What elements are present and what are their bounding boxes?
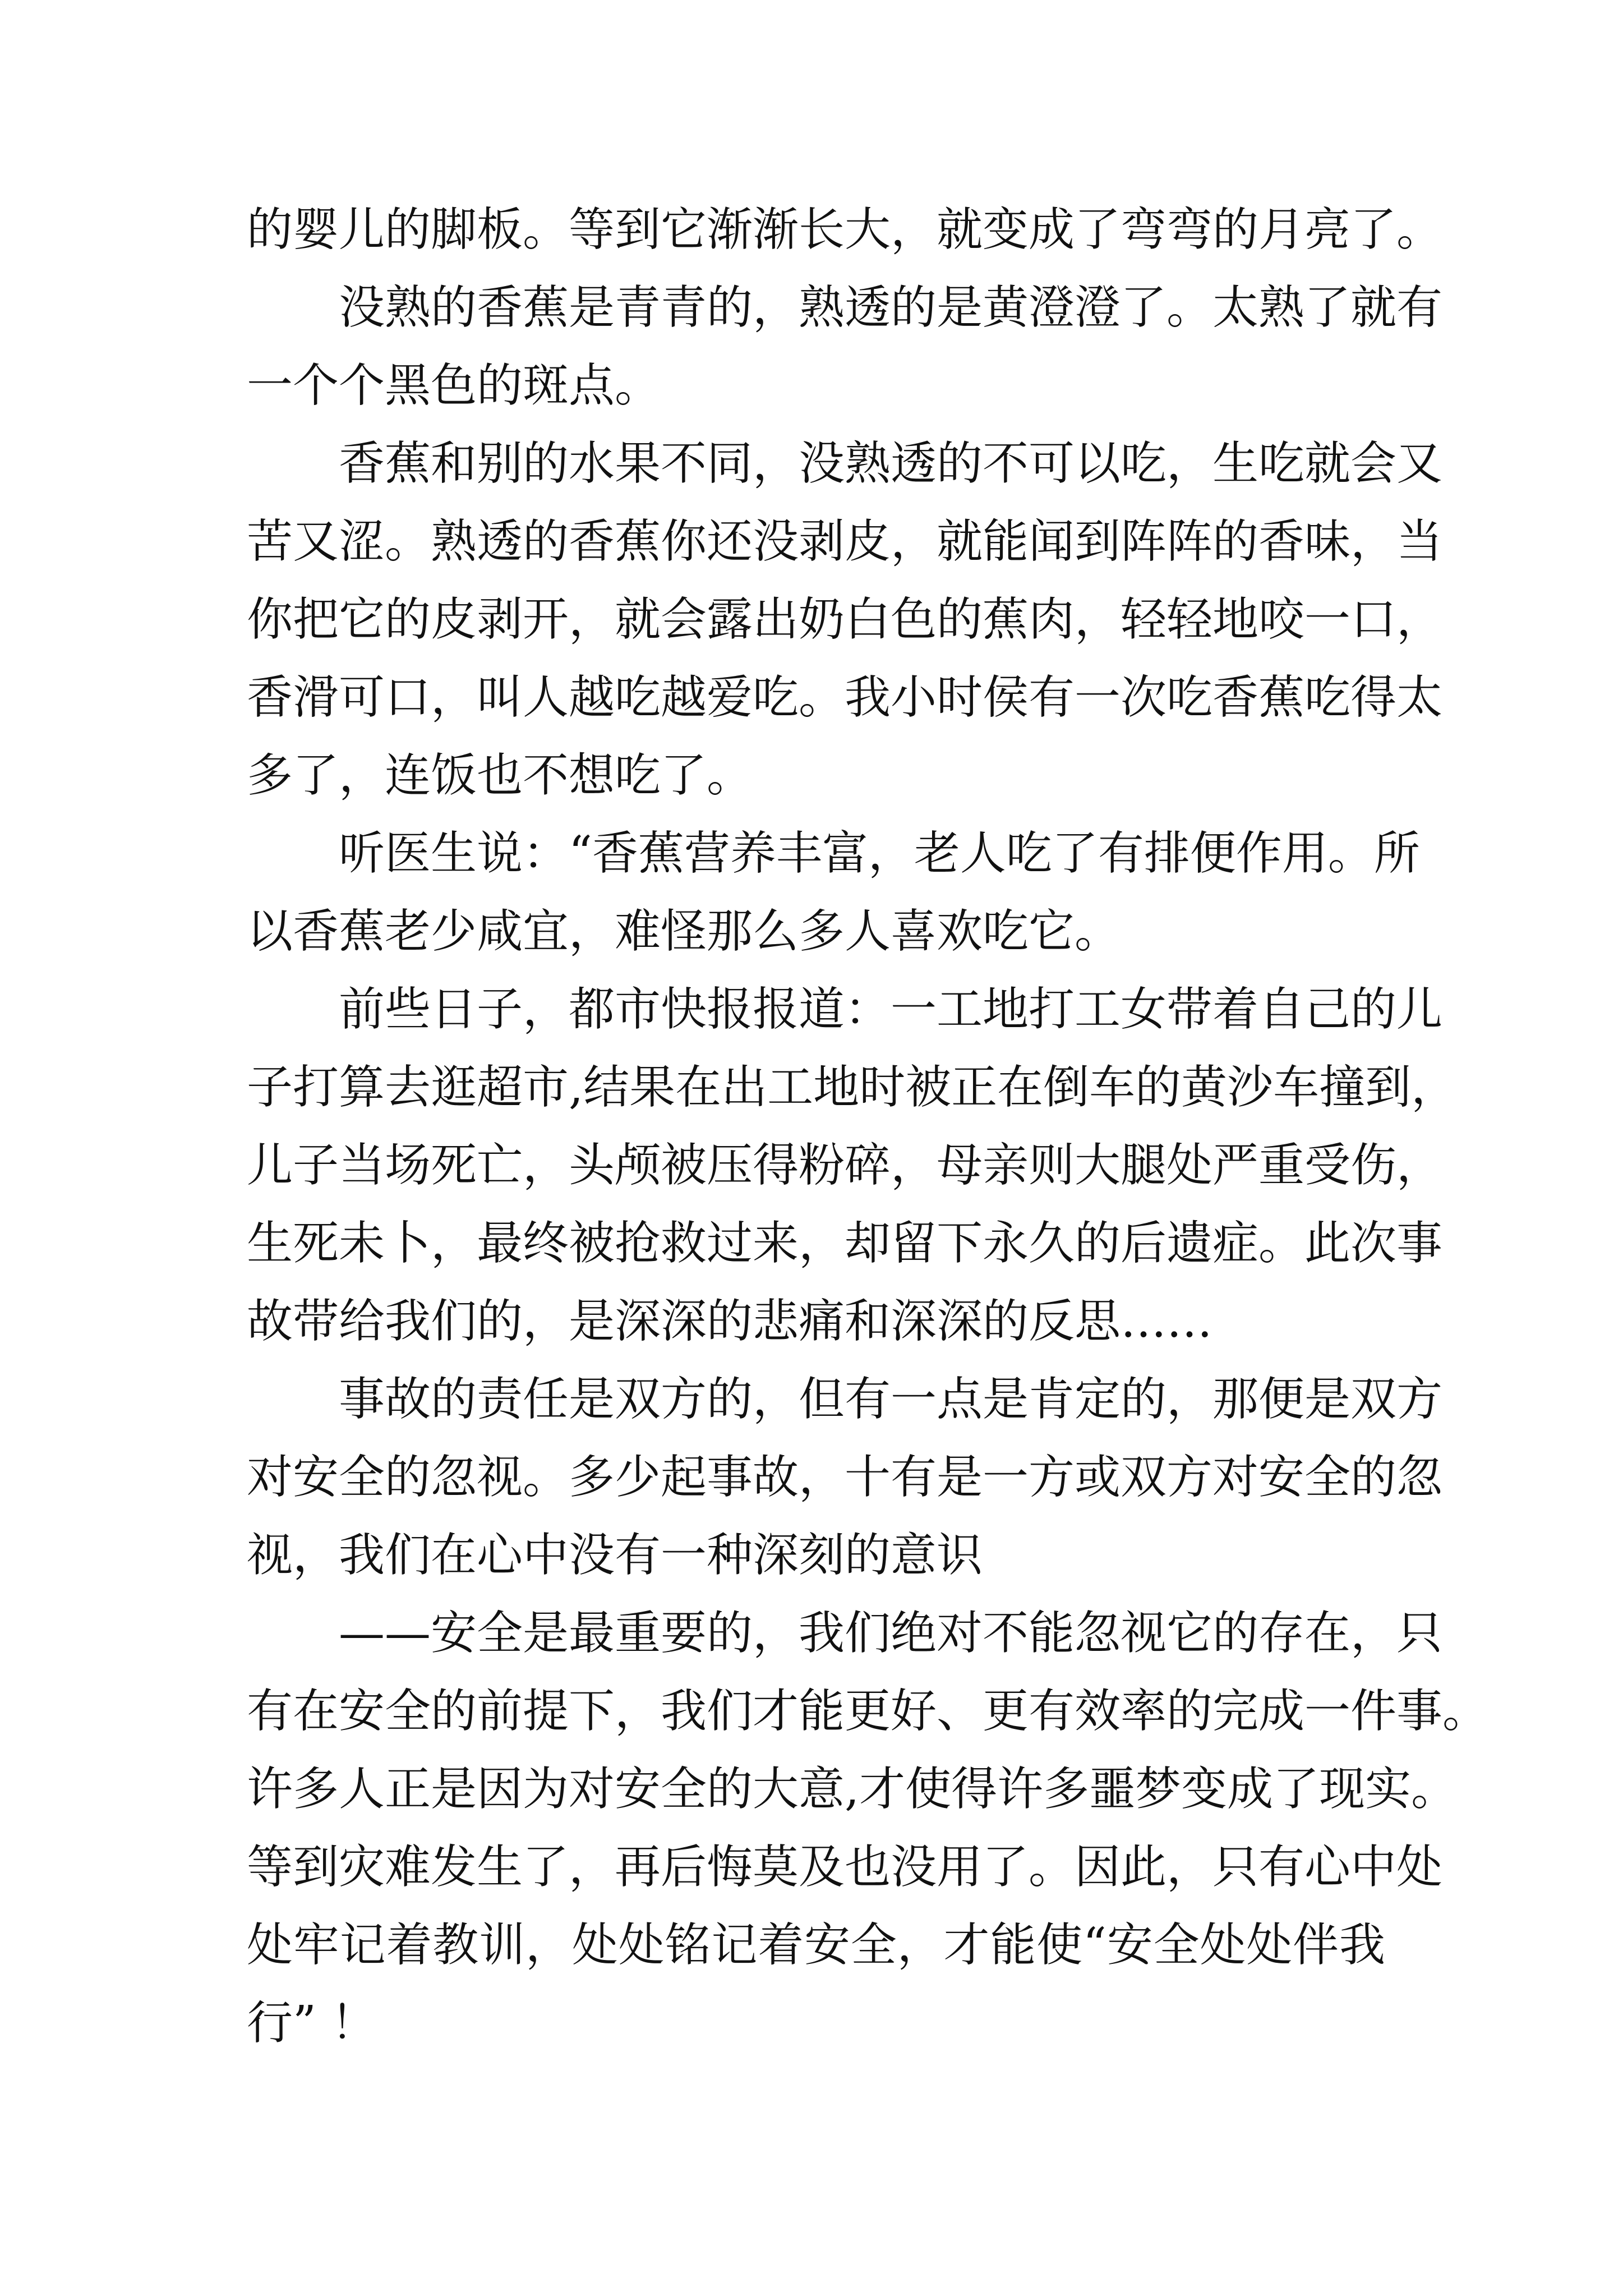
text-line: 前些日子，都市快报报道：一工地打工女带着自己的儿 <box>339 983 1443 1036</box>
text-line: 香滑可口，叫人越吃越爱吃。我小时侯有一次吃香蕉吃得太 <box>247 671 1443 724</box>
text-line: 的婴儿的脚板。等到它渐渐长大，就变成了弯弯的月亮了。 <box>247 203 1443 256</box>
body-text <box>247 191 1489 2062</box>
text-line: 香蕉和别的水果不同，没熟透的不可以吃，生吃就会又 <box>339 437 1443 490</box>
text-line: 以香蕉老少咸宜，难怪那么多人喜欢吃它。 <box>247 905 1121 958</box>
text-line: 故带给我们的，是深深的悲痛和深深的反思…… <box>247 1295 1213 1348</box>
text-line: 视，我们在心中没有一种深刻的意识 <box>247 1529 983 1582</box>
text-line: 事故的责任是双方的，但有一点是肯定的，那便是双方 <box>339 1373 1443 1426</box>
text-line: 子打算去逛超市,结果在出工地时被正在倒车的黄沙车撞到， <box>247 1061 1458 1114</box>
text-line: 生死未卜，最终被抢救过来，却留下永久的后遗症。此次事 <box>247 1217 1443 1270</box>
text-line: 儿子当场死亡，头颅被压得粉碎，母亲则大腿处严重受伤， <box>247 1139 1443 1192</box>
text-line: 一个个黑色的斑点。 <box>247 359 661 412</box>
text-line: 你把它的皮剥开，就会露出奶白色的蕉肉，轻轻地咬一口， <box>247 593 1443 646</box>
text-line: 听医生说：“香蕉营养丰富，老人吃了有排便作用。所 <box>339 827 1420 880</box>
text-line: 有在安全的前提下，我们才能更好、更有效率的完成一件事。 <box>247 1685 1489 1738</box>
text-line: 没熟的香蕉是青青的，熟透的是黄澄澄了。太熟了就有 <box>339 281 1443 334</box>
text-line: 多了，连饭也不想吃了。 <box>247 749 753 802</box>
text-line: 许多人正是因为对安全的大意,才使得许多噩梦变成了现实。 <box>247 1763 1458 1816</box>
text-line: 行” ！ <box>247 1996 377 2050</box>
text-line: ——安全是最重要的，我们绝对不能忽视它的存在，只 <box>339 1607 1443 1660</box>
text-line: 处牢记着教训，处处铭记着安全，才能使“安全处处伴我 <box>247 1918 1385 1972</box>
text-line: 等到灾难发生了，再后悔莫及也没用了。因此，只有心中处 <box>247 1841 1443 1894</box>
text-line: 对安全的忽视。多少起事故，十有是一方或双方对安全的忽 <box>247 1451 1443 1504</box>
text-line: 苦又涩。熟透的香蕉你还没剥皮，就能闻到阵阵的香味，当 <box>247 515 1443 568</box>
